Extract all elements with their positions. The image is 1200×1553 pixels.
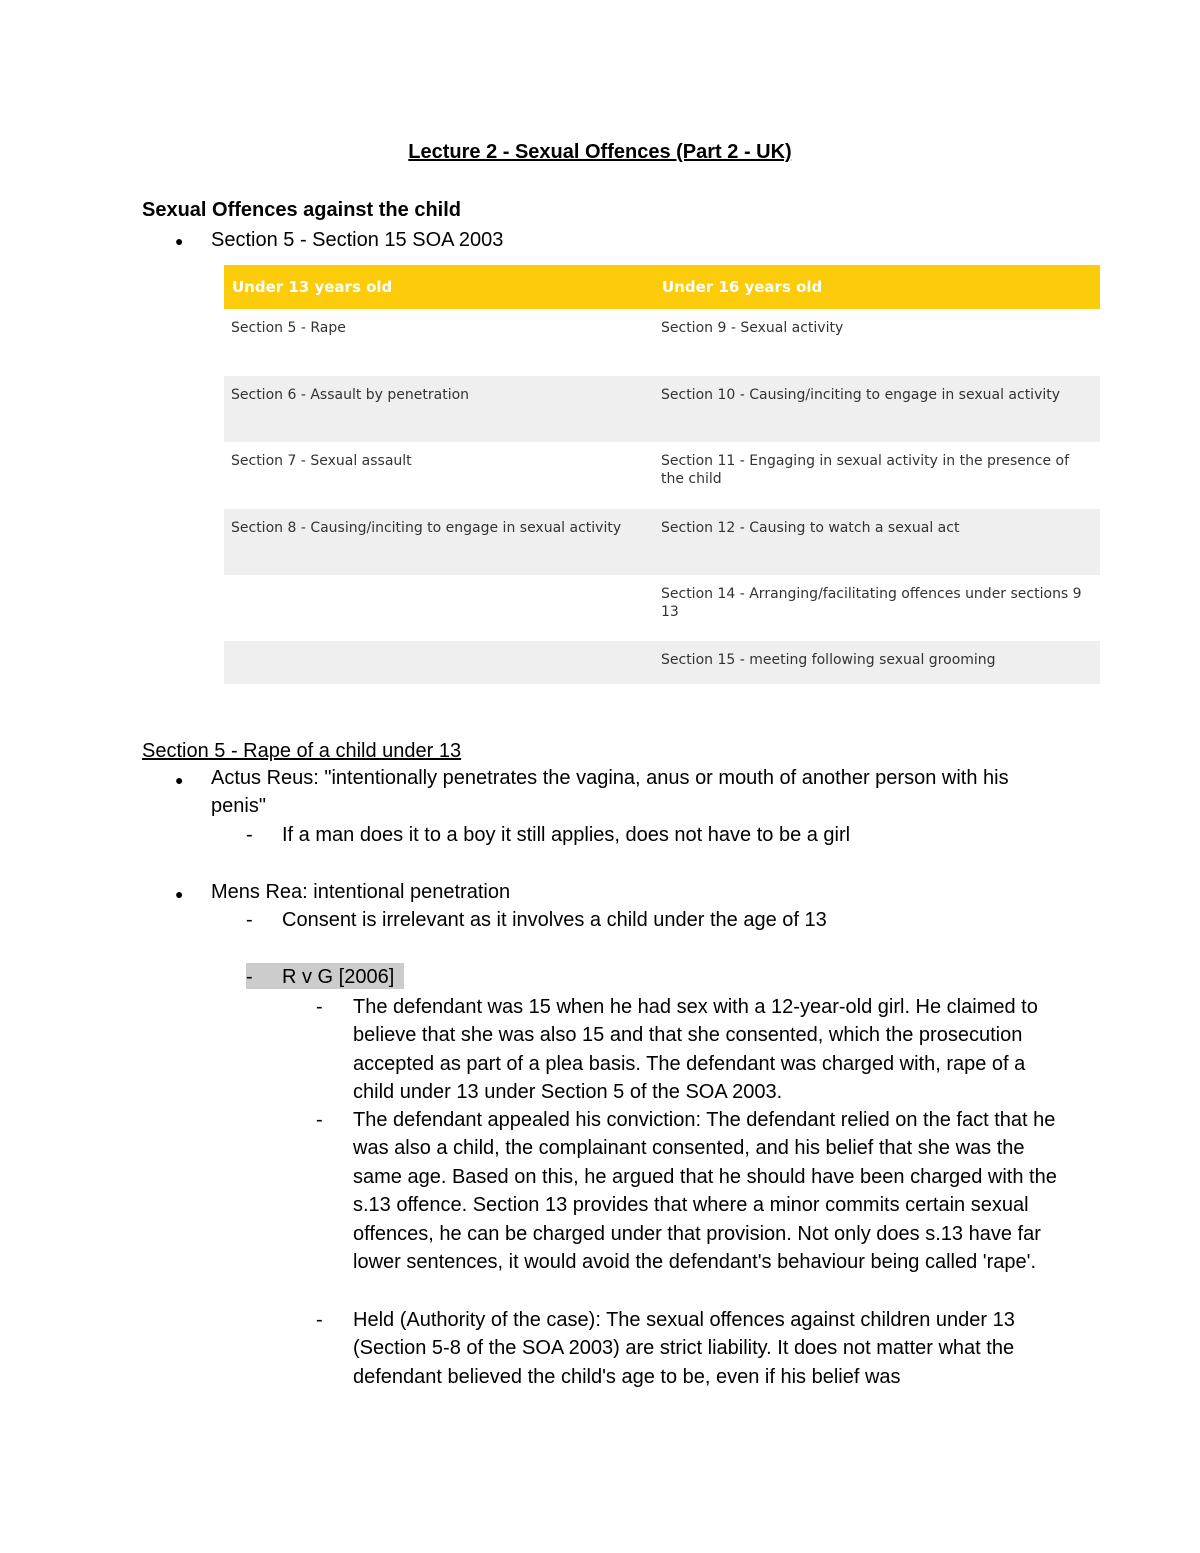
table-header-row xyxy=(224,265,1100,309)
table-cell: Section 6 - Assault by penetration xyxy=(224,376,654,442)
intro-bullet-text: Section 5 - Section 15 SOA 2003 xyxy=(211,229,504,251)
case-point-held: Held (Authority of the case): The sexual offences against children under 13 (Section 5-8 of the SOA 2003) are strict liability. It does not matter what the defendant believed the child's age to be, even if his belief was xyxy=(353,1309,1015,1388)
dash-icon: - xyxy=(316,1309,323,1331)
bullet-icon: ● xyxy=(175,772,184,788)
mens-rea-text: Mens Rea: intentional penetration xyxy=(211,881,511,903)
bullet-icon: ● xyxy=(175,886,184,902)
table-cell: Section 10 - Causing/inciting to engage in sexual activity xyxy=(654,376,1100,442)
table-row xyxy=(224,442,1100,509)
offences-table xyxy=(224,265,1100,684)
table-cell: Section 14 - Arranging/facilitating offences under sections 9 13 xyxy=(661,586,1082,620)
dash-icon: - xyxy=(316,1109,323,1131)
table-cell: Section 8 - Causing/inciting to engage in sexual activity xyxy=(224,509,654,575)
table-cell: Section 12 - Causing to watch a sexual act xyxy=(654,509,1100,575)
case-point-facts: The defendant was 15 when he had sex with a 12-year-old girl. He claimed to believe that she was also 15 and that she consented, which the prosecution accepted as part of a plea basis. The defendant was charged with, rape of a child under 13 under Section 5 of the SOA 2003. xyxy=(353,996,1038,1104)
table-cell: Section 5 - Rape xyxy=(231,320,346,336)
case-name: R v G [2006] xyxy=(282,966,395,988)
page-title: Lecture 2 - Sexual Offences (Part 2 - UK) xyxy=(408,141,792,163)
dash-icon: - xyxy=(246,966,253,988)
table-cell: Section 11 - Engaging in sexual activity in the presence of the child xyxy=(661,453,1070,487)
dash-icon: - xyxy=(246,824,253,846)
table-cell: Section 15 - meeting following sexual grooming xyxy=(654,641,1100,684)
table-header-under-13: Under 13 years old xyxy=(224,265,654,309)
table-row xyxy=(224,309,1100,376)
section-heading: Sexual Offences against the child xyxy=(142,199,461,221)
actus-reus-text: Actus Reus: "intentionally penetrates the vagina, anus or mouth of another person with his penis" xyxy=(211,767,1009,818)
table-cell xyxy=(224,641,654,684)
table-header-under-16: Under 16 years old xyxy=(654,265,1100,309)
actus-reus-sub-text: If a man does it to a boy it still applies, does not have to be a girl xyxy=(282,824,851,846)
section-5-heading: Section 5 - Rape of a child under 13 xyxy=(142,740,462,762)
table-row xyxy=(224,509,1100,575)
dash-icon: - xyxy=(246,909,253,931)
table-row xyxy=(224,641,1100,684)
table-cell xyxy=(224,575,654,641)
mens-rea-sub-text: Consent is irrelevant as it involves a child under the age of 13 xyxy=(282,909,827,931)
table-row xyxy=(224,575,1100,641)
table-cell: Section 7 - Sexual assault xyxy=(231,453,412,469)
table-row xyxy=(224,376,1100,442)
bullet-icon: ● xyxy=(175,233,184,249)
dash-icon: - xyxy=(316,996,323,1018)
table-cell: Section 9 - Sexual activity xyxy=(661,320,844,336)
case-point-appeal: The defendant appealed his conviction: The defendant relied on the fact that he was also a child, the complainant consented, and his belief that she was the same age. Based on this, he argued that he should have been charged with the s.13 offence. Section 13 provides that where a minor commits certain sexual offences, he can be charged under that provision. Not only does s.13 have far lower sentences, it would avoid the defendant's behaviour being called 'rape'. xyxy=(353,1109,1057,1274)
